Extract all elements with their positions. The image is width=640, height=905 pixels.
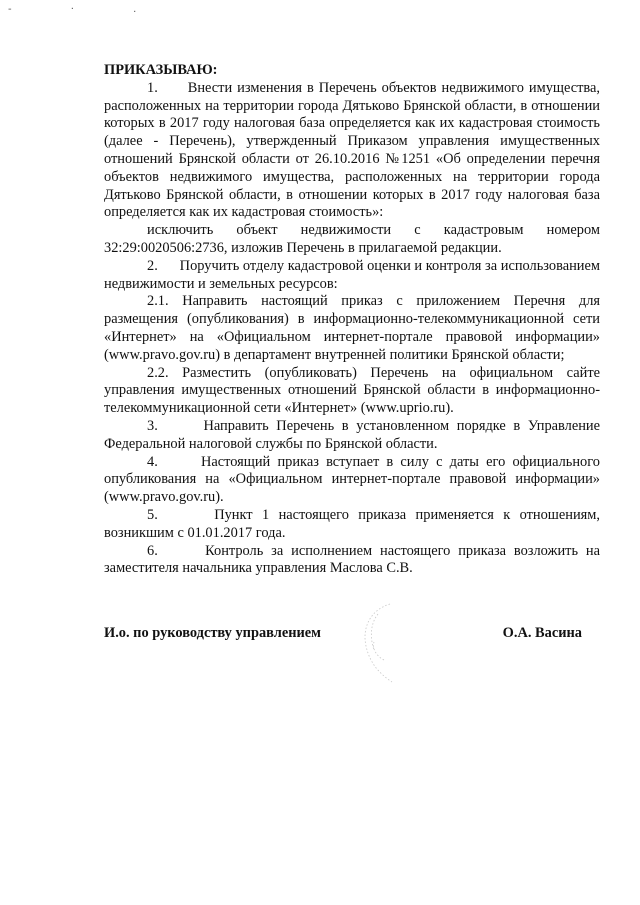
faint-stamp-mark: [340, 598, 400, 688]
paragraph-1: 1. Внести изменения в Перечень объектов недвижимого имущества, расположенных на территории города Дятьково Брянской области, в отношении которых в 2017 году налоговая база определяется как их кадастровая стоимость (далее - Перечень), утвержденный Приказом управления имущественных отношений Брянской области от 26.10.2016 №1251 «Об определении перечня объектов недвижимого имущества, расположенных на территории города Дятьково Брянской области, в отношении которых в 2017 году налоговая база определяется как их кадастровая стоимость»:: [104, 79, 600, 221]
paragraph-2-2: 2.2. Разместить (опубликовать) Перечень на официальном сайте управления имущественных отношений Брянской области в информационно-телекоммуникационной сети «Интернет» (www.uprio.ru).: [104, 364, 600, 417]
order-heading: ПРИКАЗЫВАЮ:: [104, 62, 218, 78]
paragraph-1-exclusion: исключить объект недвижимости с кадастровым номером 32:29:0020506:2736, изложив Перечень в прилагаемой редакции.: [104, 222, 600, 256]
paragraph-5: 5. Пункт 1 настоящего приказа применяется к отношениям, возникшим с 01.01.2017 года.: [104, 506, 600, 541]
paragraph-4: 4. Настоящий приказ вступает в силу с даты его официального опубликования на «Официальном интернет-портале правовой информации» (www.pravo.gov.ru).: [104, 453, 600, 506]
paragraph-2-1: 2.1. Направить настоящий приказ с приложением Перечня для размещения (опубликования) в информационно-телекоммуникационной сети «Интернет» на «Официальном интернет-портале правовой информации» (www.pravo.gov.ru) в департамент внутренней политики Брянской области;: [104, 293, 600, 363]
document-body: [104, 62, 600, 578]
scan-marks: - · .: [8, 4, 165, 15]
paragraph-2: 2. Поручить отделу кадастровой оценки и контроля за использованием недвижимости и земельных ресурсов:: [104, 257, 600, 292]
paragraph-6: 6. Контроль за исполнением настоящего приказа возложить на заместителя начальника управления Маслова С.В.: [104, 542, 600, 577]
signatory-name: О.А. Васина: [502, 625, 582, 641]
paragraph-3: 3. Направить Перечень в установленном порядке в Управление Федеральной налоговой службы по Брянской области.: [104, 417, 600, 452]
signatory-position: И.о. по руководству управлением: [104, 625, 321, 641]
